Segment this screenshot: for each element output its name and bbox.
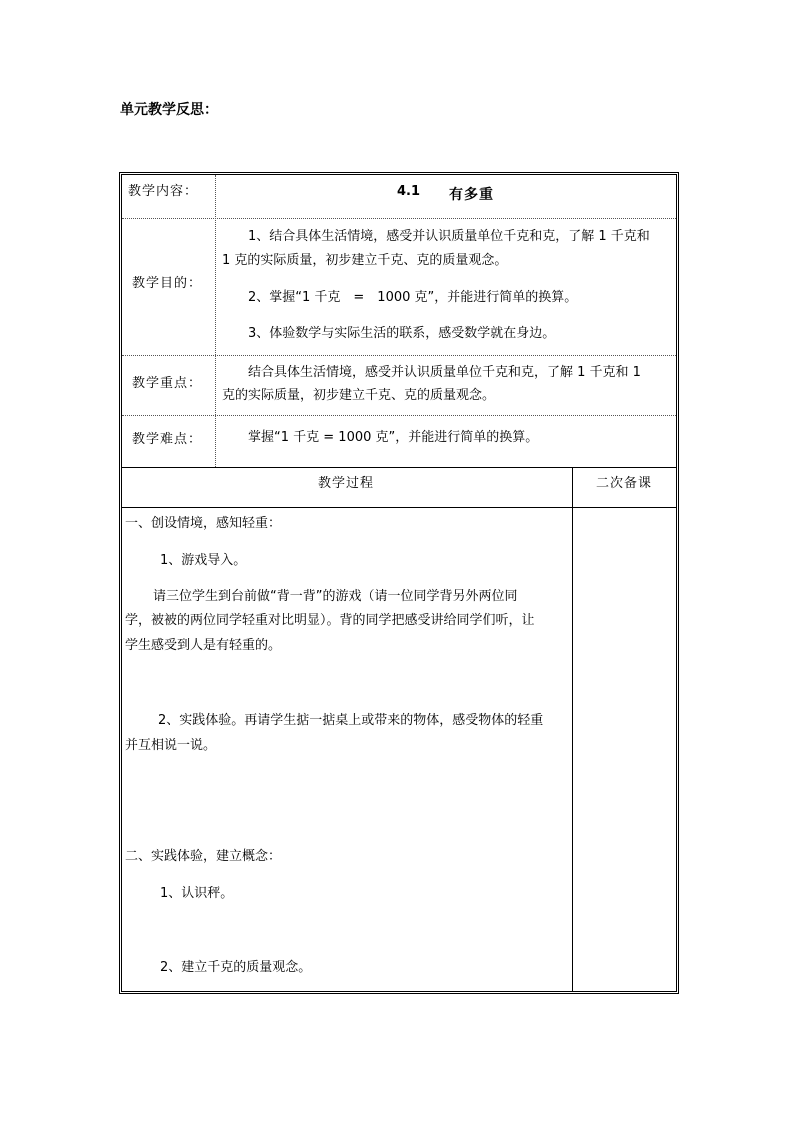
step-2-line-2: 并互相说一说。 — [125, 738, 217, 753]
row-divider-goals — [122, 355, 676, 356]
goals-label: 教学目的： — [132, 276, 203, 291]
section-1-title: 一、创设情境，感知轻重： — [125, 516, 282, 531]
goal-line-4: 3、体验数学与实际生活的联系，感受数学就在身边。 — [248, 326, 556, 341]
key-line-1: 结合具体生活情境，感受并认识质量单位千克和克，了解 1 千克和 1 — [248, 365, 641, 380]
step-2-line-1: 2、实践体验。再请学生掂一掂桌上或带来的物体，感受物体的轻重 — [158, 713, 544, 728]
step-4-title: 2、建立千克的质量观念。 — [160, 960, 312, 975]
row-divider-process-header — [122, 507, 676, 508]
key-line-2: 克的实际质量，初步建立千克、克的质量观念。 — [222, 388, 496, 403]
page-heading: 单元教学反思： — [120, 102, 218, 118]
process-header: 教学过程 — [318, 476, 375, 491]
step-3-title: 1、认识秤。 — [160, 886, 234, 901]
step-1-desc-line-3: 学生感受到人是有轻重的。 — [125, 638, 282, 653]
step-1-title: 1、游戏导入。 — [160, 553, 247, 568]
step-1-desc-line-1: 请三位学生到台前做“背一背”的游戏（请一位同学背另外两位同 — [153, 589, 518, 604]
goal-line-2: 1 克的实际质量，初步建立千克、克的质量观念。 — [222, 253, 508, 268]
section-2-title: 二、实践体验，建立概念： — [125, 849, 282, 864]
goal-line-1: 1、结合具体生活情境，感受并认识质量单位千克和克，了解 1 千克和 — [248, 229, 650, 244]
content-label: 教学内容： — [128, 184, 199, 199]
lesson-code: 4.1 — [397, 184, 421, 199]
row-divider-key — [122, 415, 676, 416]
goal-line-3: 2、掌握“1 千克 = 1000 克”，并能进行简单的换算。 — [248, 290, 578, 305]
secondary-prep-header: 二次备课 — [596, 476, 653, 491]
lesson-title: 有多重 — [449, 187, 494, 203]
row-divider-difficulty — [122, 467, 676, 468]
difficulty-label: 教学难点： — [132, 432, 203, 447]
row-divider-content — [122, 218, 676, 219]
label-column-divider — [215, 175, 216, 467]
step-1-desc-line-2: 学，被被的两位同学轻重对比明显）。背的同学把感受讲给同学们听，让 — [125, 613, 535, 628]
key-label: 教学重点： — [132, 376, 203, 391]
notes-column-divider — [572, 467, 573, 991]
difficulty-text: 掌握“1 千克 = 1000 克”，并能进行简单的换算。 — [248, 430, 539, 445]
